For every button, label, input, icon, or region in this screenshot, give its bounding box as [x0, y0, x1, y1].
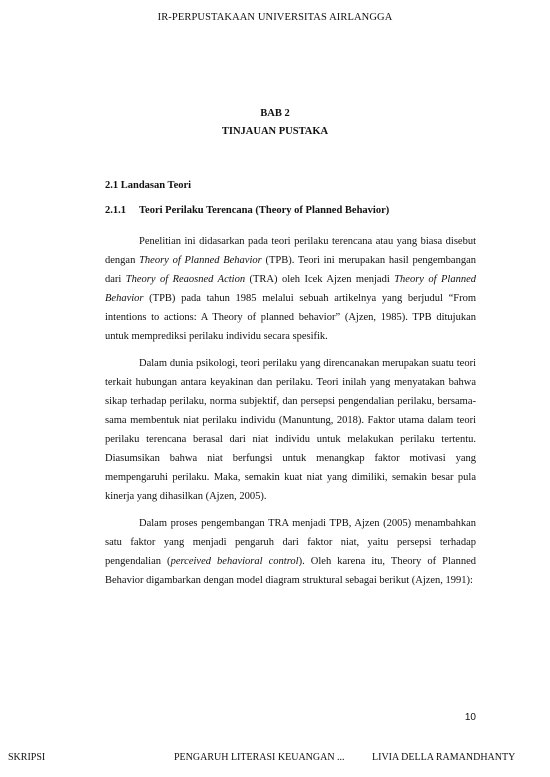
footer-left: SKRIPSI — [8, 752, 46, 763]
page-footer — [0, 752, 550, 768]
p3-text-a: Dalam proses pengembangan TRA menjadi TPB, Ajzen (2005) menambahkan satu faktor yang menjadi pengaruh dari faktor niat, yaitu persepsi terhadap pengendalian ( — [105, 518, 476, 567]
body-text — [105, 232, 476, 598]
page-number: 10 — [464, 712, 476, 723]
p1-italic-b: Theory of Planned Behavior — [139, 255, 262, 266]
subsection-number: 2.1.1 — [105, 205, 126, 216]
p3-italic-b: perceived behavioral control — [170, 556, 299, 567]
page-header: IR-PERPUSTAKAAN UNIVERSITAS AIRLANGGA — [157, 12, 393, 23]
p1-italic-f: Theory of Planned Behavior — [105, 274, 476, 304]
p3-text-c: ). Oleh karena itu, Theory of Planned Behavior digambarkan dengan model diagram struktural sebagai berikut (Ajzen, 1991): — [105, 556, 476, 586]
footer-middle: PENGARUH LITERASI KEUANGAN ... — [174, 752, 345, 763]
p1-text-g: (TPB) pada tahun 1985 melalui sebuah artikelnya yang berjudul “From intentions to actions: A Theory of planned behavior” (Ajzen, 1985). TPB ditujukan untuk memprediksi perilaku individu secara spesifik. — [105, 293, 476, 342]
p1-italic-d: Theory of Reaosned Action — [125, 274, 246, 285]
chapter-title: TINJAUAN PUSTAKA — [221, 126, 329, 137]
paragraph-2: Dalam dunia psikologi, teori perilaku yang direncanakan merupakan suatu teori terkait hubungan antara keyakinan dan perilaku. Teori inilah yang menyatakan bahwa sikap terhadap perilaku, norma subjektif, dan persepsi pengendalian perilaku, bersama-sama membentuk niat perilaku individu (Manuntung, 2018). Faktor utama dalam teori perilaku terencana berasal dari niat individu untuk melakukan perilaku tertentu. Diasumsikan bahwa niat berfungsi untuk menangkap faktor motivasi yang mempengaruhi perilaku. Maka, semakin kuat niat yang dimiliki, semakin besar pula kinerja yang dihasilkan (Ajzen, 2005). — [105, 358, 476, 502]
subsection-heading — [105, 205, 389, 216]
p1-text-e: (TRA) oleh Icek Ajzen menjadi — [245, 274, 395, 285]
paragraph-3 — [105, 514, 476, 590]
paragraph-1 — [105, 232, 476, 346]
footer-right: LIVIA DELLA RAMANDHANTY — [372, 752, 516, 763]
p1-text-a: Penelitian ini didasarkan pada teori perilaku terencana atau yang biasa disebut dengan — [105, 236, 476, 266]
p1-text-c: (TPB). Teori ini merupakan hasil pengembangan dari — [105, 255, 477, 285]
section-heading: 2.1 Landasan Teori — [105, 180, 192, 191]
chapter-label: BAB 2 — [260, 108, 290, 119]
subsection-title: Teori Perilaku Terencana (Theory of Planned Behavior) — [139, 205, 390, 216]
